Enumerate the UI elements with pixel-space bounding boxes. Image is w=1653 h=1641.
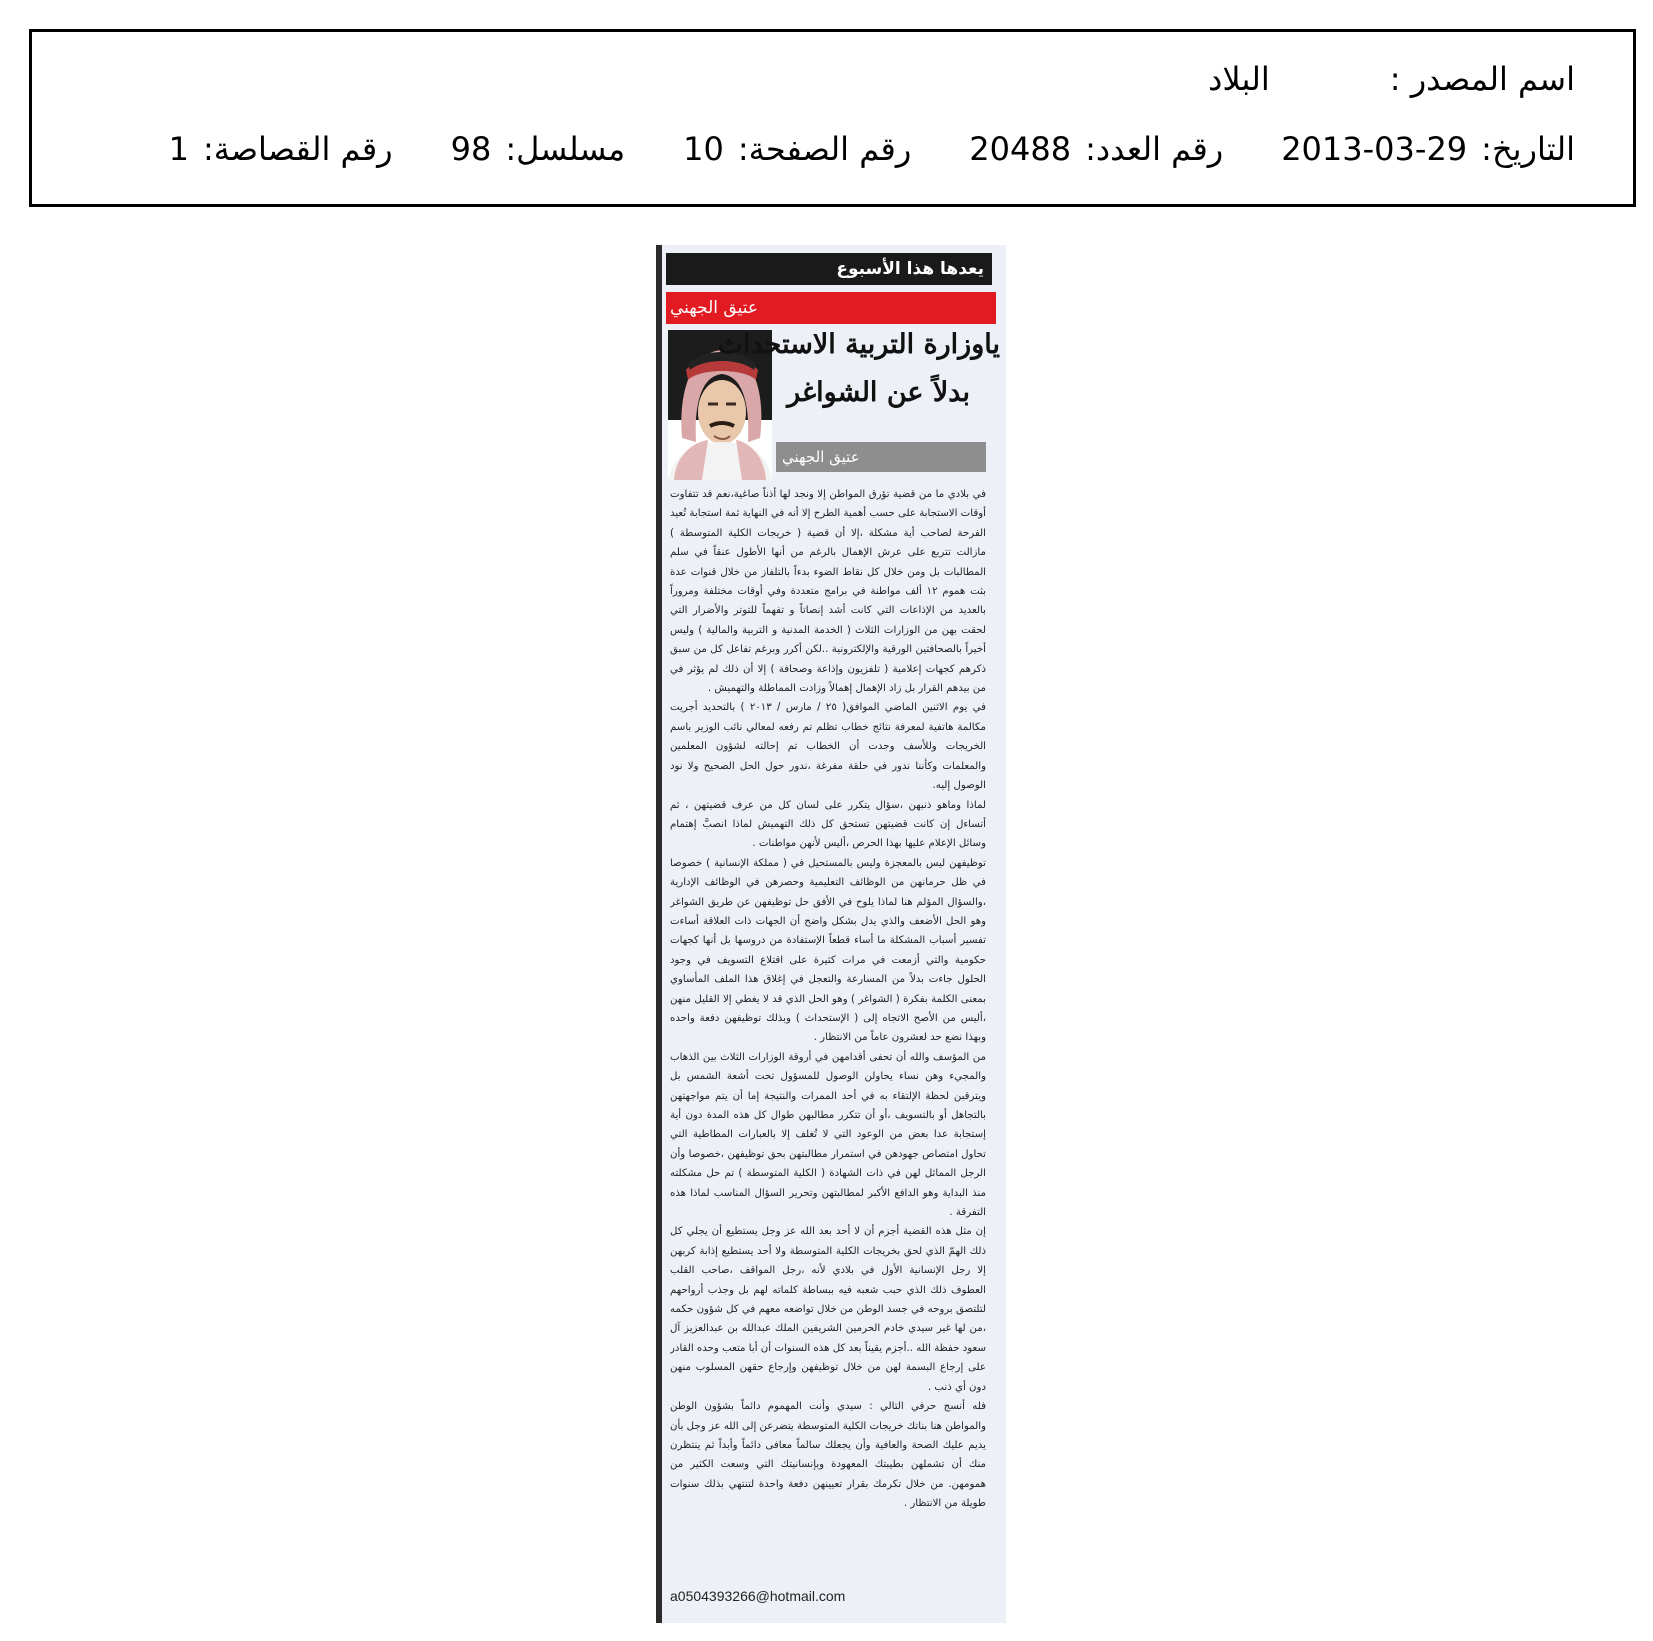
issue-field	[969, 130, 1223, 168]
page-field	[683, 130, 911, 168]
serial-value: 98	[450, 130, 492, 168]
date-label: التاريخ:	[1481, 130, 1575, 168]
article-paragraph: في بلادي ما من قضية تؤرق المواطن إلا ونجد لها أذناً صاغية،نعم قد تتفاوت أوقات الاستجابة على حسب أهمية الطرح إلا أنه في النهاية ثمة استجابة تُعيد الفرحة لصاحب أية مشكلة ،إلا أن قضية ( خريجات الكلية المتوسطة ) مازالت تتربع على عرش الإهمال بالرغم من أنها الأطول عنقاً في سلم المطالبات بل ومن خلال كل نقاط الضوء بدءاً بالتلفاز من خلال قنوات عدة بثت هموم ١٢ ألف مواطنة في برامج متعددة وفي أوقات مختلفة ومروراً بالعديد من الإذاعات التي كانت أشد إنصاتاً و تفهماً للتوتر والأضرار التي لحقت بهن من الوزارات الثلاث ( الخدمة المدنية و التربية والمالية ) وليس أخيراً بالصحافتين الورقية والإلكترونية ..لكن أكرر وبرغم تفاعل كل من سبق ذكرهم كجهات إعلامية ( تلفزيون وإذاعة وصحافة ) إلا أن ذلك لم يؤثر في من بيدهم القرار بل زاد الإهمال إهمالاً وزادت المماطلة والتهميش .	[670, 489, 986, 695]
source-value: البلاد	[1208, 60, 1270, 98]
issue-label: رقم العدد:	[1085, 130, 1224, 168]
date-field	[1281, 130, 1575, 168]
page-label: رقم الصفحة:	[737, 130, 912, 168]
headline-line-1: ياوزارة التربية الاستحداث	[717, 329, 1000, 360]
clipping-metadata-box	[29, 29, 1636, 207]
clip-number-field	[169, 130, 393, 168]
date-value: 2013-03-29	[1281, 130, 1468, 168]
author-name-top: عتيق الجهني	[670, 298, 758, 318]
clip-number-value: 1	[168, 130, 189, 168]
article-paragraph: توظيفهن ليس بالمعجزة وليس بالمستحيل في ( مملكة الإنسانية ) خصوصا في ظل حرمانهن من الوظائف التعليمية وحصرهن في الوظائف الإدارية ،والسؤال المؤلم هنا لماذا يلوح في الأفق حل توظيفهن عن طريق الشواغر وهو الحل الأضعف والذي يدل بشكل واضح أن الجهات ذات العلاقة أساءت تفسير أسباب المشكلة ما أساء قطعاً الإستفادة من دروسها بل أنها كجهات حكومية والتي أزمعت في مرات كثيرة على اقتلاع التسويف في وجود الحلول جاءت بدلاً من المسارعة والتعجل في إغلاق هذا الملف المأساوي بمعنى الكلمة بفكرة ( الشواغر ) وهو الحل الذي قد لا يغطي إلا القليل منهن ،أليس من الأصح الاتجاه إلى ( الإستحداث ) وبذلك توظيفهن دفعة واحده وبهذا نضع حد لعشرون عاماً من الانتظار .	[670, 857, 986, 1044]
clipping-content	[666, 245, 1006, 1623]
author-byline: عتيق الجهني	[782, 448, 860, 466]
issue-value: 20488	[969, 130, 1072, 168]
author-email: a0504393266@hotmail.com	[670, 1588, 846, 1604]
article-paragraph: إن مثل هذه القضية أجزم أن لا أحد بعد الله عز وجل يستطيع أن يجلي كل ذلك الهمّ الذي لحق بخريجات الكلية المتوسطة ولا أحد يستطيع إذابة كربهن إلا رجل الإنسانية الأول في بلادي لأنه ،رجل المواقف ،صاحب القلب العطوف ذلك الذي حبب شعبه فيه ببساطة كلماته لهم بل وجذب أرواحهم لتلتصق بروحه في جسد الوطن من خلال تواضعه معهم في كل شؤون حكمه ،من لها غير سيدي خادم الحرمين الشريفين الملك عبدالله بن عبدالعزيز آل سعود حفظة الله ..أجزم يقيناً بعد كل هذه السنوات أن أبا متعب وحده القادر على إرجاع البسمة لهن من خلال توظيفهن وإرجاع حقهن المسلوب منهن دون أي ذنب .	[670, 1226, 986, 1393]
byline-bar	[776, 442, 986, 472]
newspaper-clipping	[656, 245, 1006, 1623]
article-paragraph: فله أنسج حرفي التالي : سيدي وأنت المهموم دائماً بشؤون الوطن والمواطن هنا بناتك خريجات الكلية المتوسطة يتضرعن إلى الله عز وجل بأن يديم عليك الصحة والعافية وأن يجعلك سالماً معافى دائماً وأبداً ثم ينتظرن منك أن تشملهن بطيبتك المعهودة وبإنسانيتك التي وسعت الكثير من همومهن. من خلال تكرمك بقرار تعيينهن دفعة واحدة لتنتهي بذلك سنوات طويلة من الانتظار .	[670, 1401, 986, 1510]
serial-field	[451, 130, 626, 168]
serial-label: مسلسل:	[505, 130, 626, 168]
source-row	[1208, 60, 1575, 98]
article-paragraph: في يوم الاثنين الماضي الموافق( ٢٥ / مارس / ٢٠١٣ ) بالتحديد أجريت مكالمة هاتفية لمعرفة نتائج خطاب تظلم تم رفعه لمعالي نائب الوزير باسم الخريجات وللأسف وجدت أن الخطاب تم إحالته لشؤون المعلمين والمعلمات وكأننا ندور في حلقة مفرغة ،ندور حول الحل الصحيح ولا نود الوصول إليه.	[670, 702, 986, 792]
article-paragraph: لماذا وماهو ذنبهن ،سؤال يتكرر على لسان كل من عرف قضيتهن ، ثم أتساءل إن كانت قضيتهن تستحق كل ذلك التهميش لماذا انصبَّ إهتمام وسائل الإعلام عليها بهذا الحرص ،أليس لأنهن مواطنات .	[670, 799, 986, 850]
page-value: 10	[683, 130, 724, 168]
source-field	[1208, 60, 1575, 98]
details-row	[169, 130, 1575, 168]
author-bar	[666, 292, 996, 324]
column-rule	[656, 245, 662, 1623]
article-body	[670, 485, 986, 1585]
clip-number-label: رقم القصاصة:	[202, 130, 393, 168]
section-banner: يعدها هذا الأسبوع	[666, 253, 992, 285]
article-paragraph: من المؤسف والله أن تحفى أقدامهن في أروقة الوزارات الثلاث بين الذهاب والمجيء وهن نساء يحاولن الوصول للمسؤول تحت أشعة الشمس بل ويترقبن لحظة الإلتقاء به في أحد الممرات والنتيجة إما أن يتم مواجهتهن بالتجاهل أو بالتسويف ،أو أن تتكرر مطالبهن طوال كل هذه المدة دون أية إستجابة عدا بعض من الوعود التي لا تُغلف إلا بالعبارات المطاطية التي تحاول امتصاص جهودهن في استمرار مطالبتهن بحق توظيفهن ،خصوصا وأن الرجل المماثل لهن في ذات الشهادة ( الكلية المتوسطة ) تم حل مشكلته منذ البداية وهو الدافع الأكبر لمطالبتهن وتحرير السؤال المناسب لماذا هذه التفرقة .	[670, 1051, 986, 1219]
source-label: اسم المصدر :	[1389, 60, 1575, 98]
headline-line-2: بدلاً عن الشواغر	[787, 377, 970, 408]
